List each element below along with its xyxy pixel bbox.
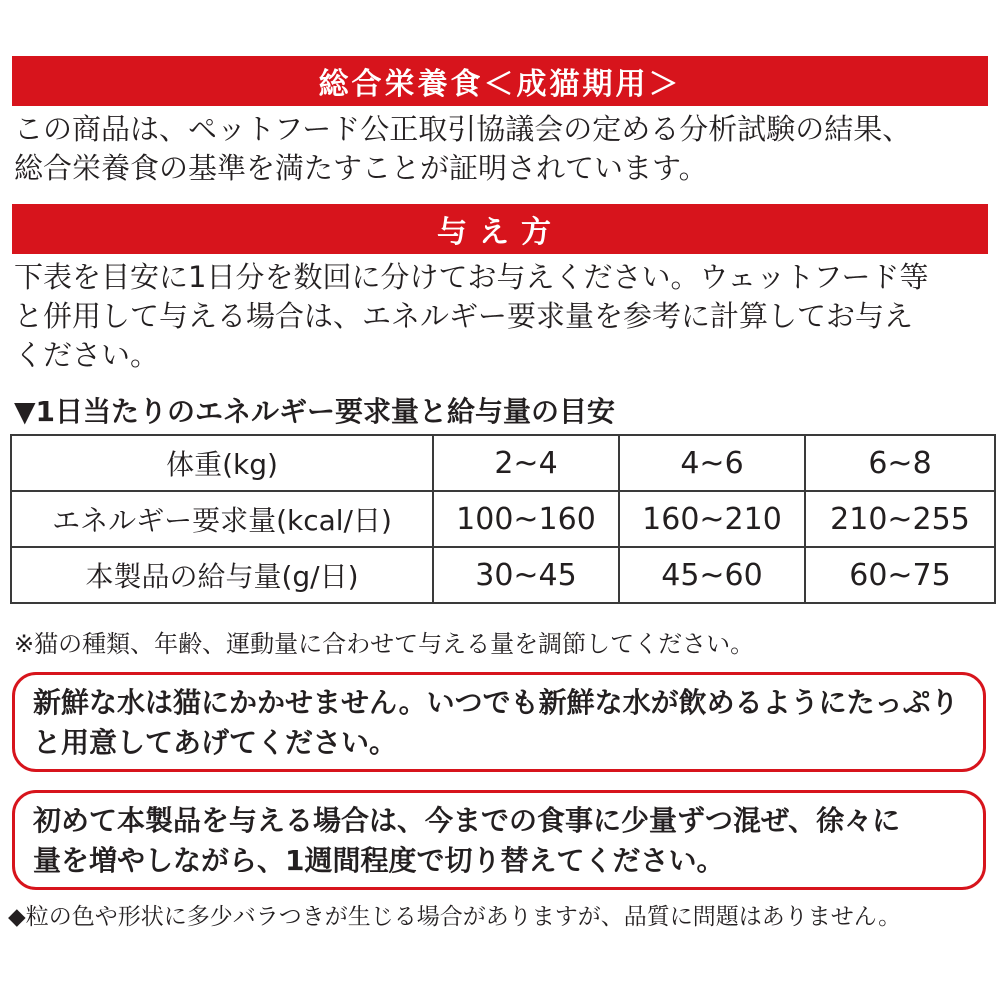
table-cell: 6~8	[805, 435, 995, 491]
row-label-weight: 体重(kg)	[11, 435, 433, 491]
row-label-energy: エネルギー要求量(kcal/日)	[11, 491, 433, 547]
table-cell: 60~75	[805, 547, 995, 603]
table-cell: 2~4	[433, 435, 619, 491]
notice-line: 量を増やしながら、1週間程度で切り替えてください。	[33, 844, 725, 877]
adjustment-note: ※猫の種類、年齢、運動量に合わせて与える量を調節してください。	[14, 630, 755, 658]
table-row	[11, 547, 995, 603]
paragraph-line: この商品は、ペットフード公正取引協議会の定める分析試験の結果、	[14, 112, 912, 146]
paragraph-line: 総合栄養食の基準を満たすことが証明されています。	[14, 151, 708, 185]
water-notice-box	[12, 672, 986, 772]
notice-line: 新鮮な水は猫にかかせません。いつでも新鮮な水が飲めるようにたっぷり	[33, 686, 959, 719]
notice-line: 初めて本製品を与える場合は、今までの食事に少量ずつ混ぜ、徐々に	[33, 804, 901, 837]
paragraph-line: ください。	[14, 338, 160, 372]
section-title-complete-nutrition: 総合栄養食＜成猫期用＞	[12, 56, 988, 106]
notice-line: と用意してあげてください。	[33, 726, 398, 759]
paragraph-line: と併用して与える場合は、エネルギー要求量を参考に計算してお与え	[14, 299, 914, 333]
certification-paragraph	[14, 110, 994, 188]
table-row	[11, 491, 995, 547]
table-cell: 30~45	[433, 547, 619, 603]
table-cell: 100~160	[433, 491, 619, 547]
feeding-table	[10, 434, 996, 604]
table-cell: 45~60	[619, 547, 805, 603]
paragraph-line: 下表を目安に1日分を数回に分けてお与えください。ウェットフード等	[14, 260, 929, 294]
section-title-feeding: 与え方	[12, 204, 988, 254]
table-cell: 160~210	[619, 491, 805, 547]
table-row	[11, 435, 995, 491]
table-cell: 4~6	[619, 435, 805, 491]
feeding-paragraph	[14, 258, 994, 375]
kibble-variation-note: ◆粒の色や形状に多少バラつきが生じる場合がありますが、品質に問題はありません。	[8, 904, 902, 930]
table-heading: ▼1日当たりのエネルギー要求量と給与量の目安	[14, 395, 616, 428]
table-cell: 210~255	[805, 491, 995, 547]
row-label-amount: 本製品の給与量(g/日)	[11, 547, 433, 603]
transition-notice-box	[12, 790, 986, 890]
